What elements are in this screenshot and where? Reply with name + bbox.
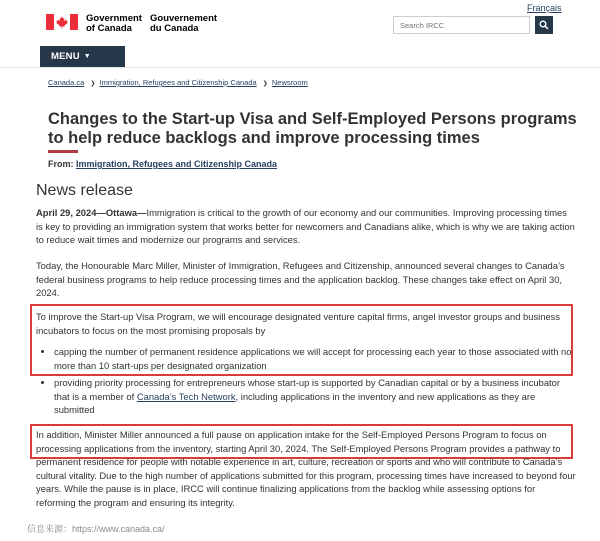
list-item: • providing priority processing for entrepreneurs whose start-up is supported by Canadian capital or by a business incubator that is a member of Canada’s Tech Network, including applications in the inventory and new applications as they are submitted bbox=[54, 376, 576, 417]
paragraph-self-employed: In addition, Minister Miller announced a full pause on application intake for the Self-Employed Persons Program to focus on processing applications from the inventory, starting April 30, 2024. The Self-Employed Persons Program provides a pathway to permanent residence for people with notable experience in art, culture, recreation or sports and who will contribute to Canada’s cultural vitality. Due to the high number of applications submitted for this program, processing times have increased to beyond four years. While the pause is in place, IRCC will continue finalizing applications from the backlog while assessing options for reforming the program and ensuring its integrity. bbox=[36, 429, 576, 508]
from-label: From: bbox=[48, 159, 74, 169]
search-button[interactable] bbox=[535, 16, 553, 34]
search-icon bbox=[539, 20, 549, 30]
paragraph-intro bbox=[36, 206, 576, 247]
chevron-right-icon: ❯ bbox=[90, 81, 96, 87]
language-toggle-link[interactable]: Français bbox=[527, 3, 562, 13]
title-accent-rule bbox=[48, 150, 78, 153]
from-department-link[interactable]: Immigration, Refugees and Citizenship Canada bbox=[76, 159, 278, 169]
canada-flag-icon bbox=[46, 14, 78, 30]
header-divider bbox=[0, 67, 600, 68]
menu-button[interactable] bbox=[40, 46, 125, 67]
tech-network-link[interactable]: Canada’s Tech Network bbox=[136, 390, 236, 402]
from-line bbox=[48, 159, 277, 169]
source-note: 信息来源：https://www.canada.ca/ bbox=[27, 524, 165, 534]
breadcrumb-newsroom[interactable]: Newsroom bbox=[271, 78, 308, 87]
menu-label: MENU bbox=[51, 51, 80, 62]
paragraph-announcement: Today, the Honourable Marc Miller, Minister of Immigration, Refugees and Citizenship, announced several changes to Canada’s federal business programs to help reduce processing times and the application backlog. These changes take effect on April 30, 2024. bbox=[36, 260, 565, 299]
government-wordmark-en: Government of Canada bbox=[86, 13, 142, 34]
news-release-heading: News release bbox=[36, 182, 133, 199]
chevron-right-icon: ❯ bbox=[262, 81, 268, 87]
search-input[interactable] bbox=[393, 16, 530, 34]
paragraph-startup-visa: To improve the Start-up Visa Program, we will encourage designated venture capital firms, angel investor groups and business incubators to focus on the most promising proposals by bbox=[36, 311, 561, 336]
breadcrumb-ircc[interactable]: Immigration, Refugees and Citizenship Canada bbox=[99, 78, 257, 87]
bullet-list bbox=[36, 345, 576, 417]
dateline: April 29, 2024—Ottawa— bbox=[36, 207, 147, 218]
page-title: Changes to the Start-up Visa and Self-Employed Persons programs to help reduce backlogs and improve processing times bbox=[48, 110, 577, 147]
intro-text: Immigration is critical to the growth of our economy and our communities. Improving processing times is key to providing an immigration system that works better for newcomers and Canadians alike, which is why we are taking action to reduce wait times and modernize our programs and services. bbox=[36, 207, 575, 246]
government-wordmark-fr: Gouvernement du Canada bbox=[150, 13, 218, 34]
breadcrumb bbox=[48, 78, 308, 87]
breadcrumb-canada[interactable]: Canada.ca bbox=[48, 78, 85, 87]
chevron-down-icon: ▼ bbox=[83, 53, 91, 60]
list-item: • capping the number of permanent residence applications we will accept for processing each year to those associated with no more than 10 start-ups per designated organization bbox=[54, 345, 576, 372]
